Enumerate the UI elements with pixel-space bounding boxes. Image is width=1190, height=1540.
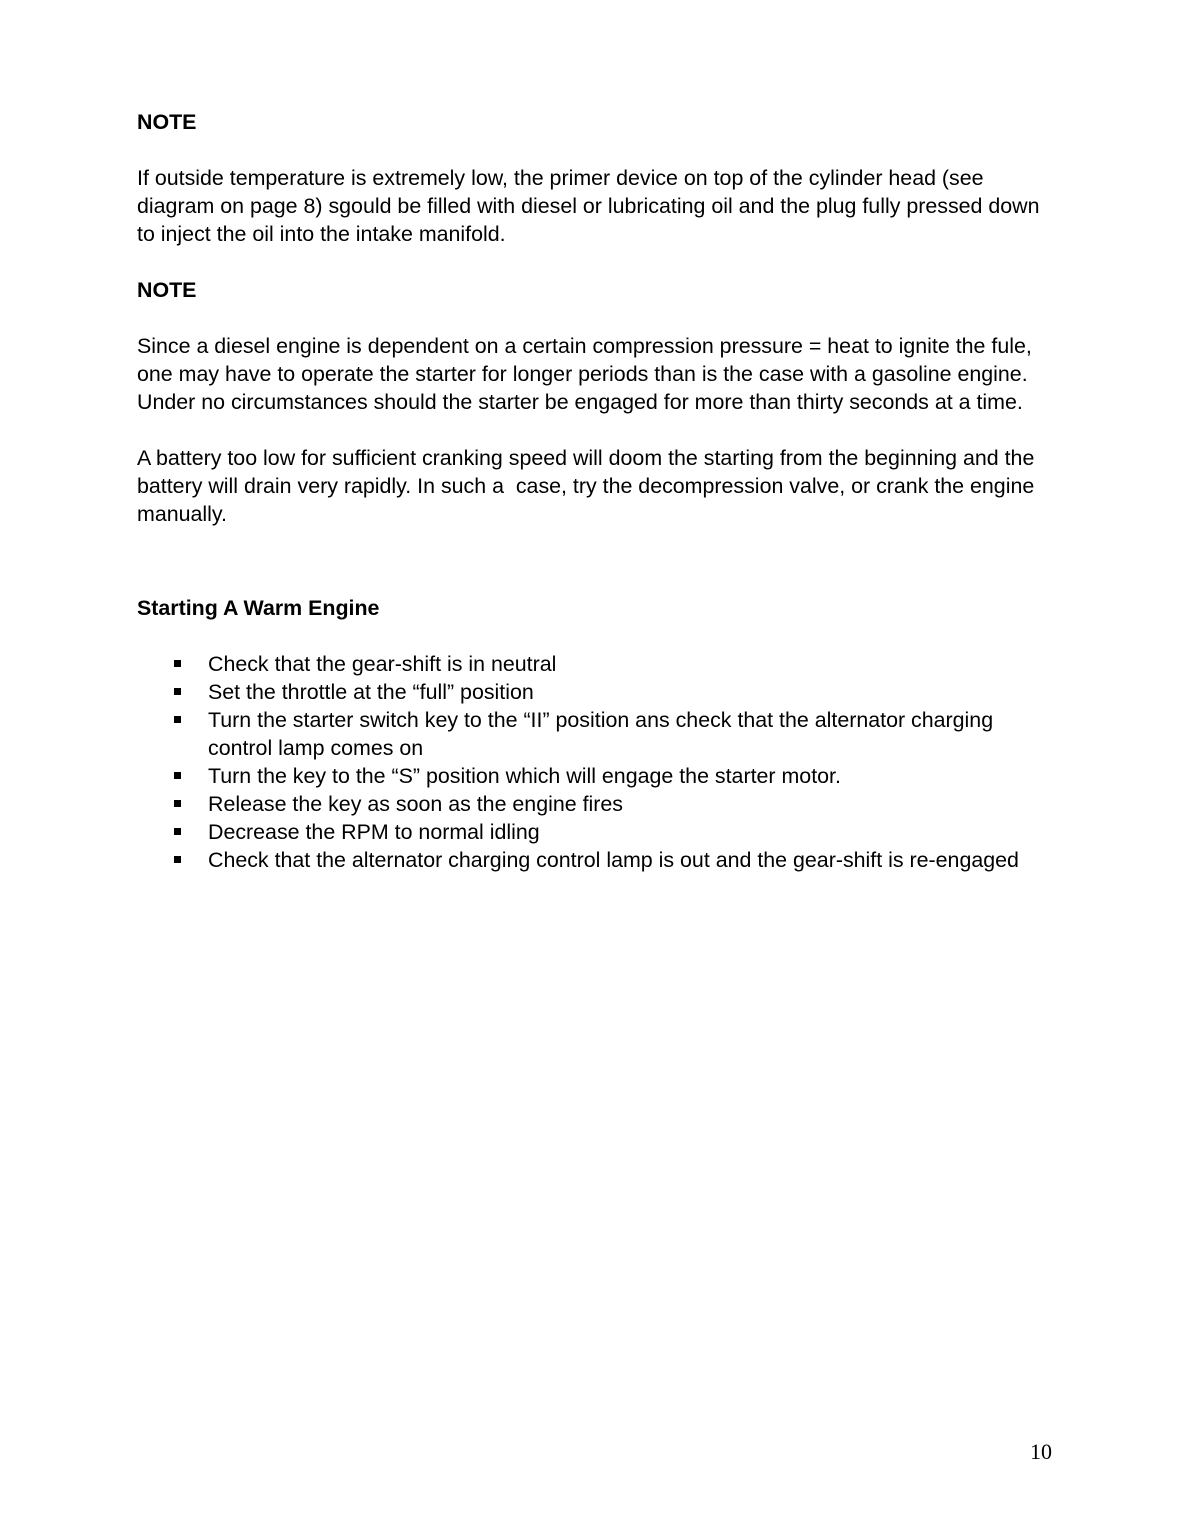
square-bullet-icon <box>174 818 208 846</box>
battery-paragraph: A battery too low for sufficient cranking speed will doom the starting from the beginning and the battery will drain very rapidly. In such a case, try the decompression valve, or crank the engine manually. <box>137 446 1041 526</box>
bullet-item-text: Set the throttle at the “full” position <box>208 680 534 704</box>
bullet-item <box>137 678 1045 706</box>
square-bullet-icon <box>174 650 208 678</box>
square-bullet-icon <box>174 678 208 706</box>
page-number: 10 <box>1030 1439 1052 1464</box>
square-bullet-icon <box>174 706 208 762</box>
bullet-item-text: Check that the gear-shift is in neutral <box>208 652 557 676</box>
bullet-item <box>137 762 1045 790</box>
bullet-item-text: Release the key as soon as the engine fires <box>208 792 623 816</box>
bullet-item-text: Turn the starter switch key to the “II” position ans check that the alternator charging control lamp comes on <box>208 708 1000 760</box>
note-paragraph-2: Since a diesel engine is dependent on a certain compression pressure = heat to ignite the fule, one may have to operate the starter for longer periods than is the case with a gasoline engine. Under no circumstances should the starter be engaged for more than thirty seconds at a time. <box>137 334 1038 414</box>
note-heading-1: NOTE <box>137 110 197 134</box>
note-heading-2: NOTE <box>137 278 197 302</box>
bullet-item <box>137 706 1045 762</box>
note-paragraph-1: If outside temperature is extremely low, the primer device on top of the cylinder head (see diagram on page 8) sgould be filled with diesel or lubricating oil and the plug fully pressed down to inject the oil into the intake manifold. <box>137 166 1046 246</box>
square-bullet-icon <box>174 846 208 874</box>
bullet-item <box>137 650 1045 678</box>
bullet-item-text: Turn the key to the “S” position which will engage the starter motor. <box>208 764 841 788</box>
bullet-item-text: Check that the alternator charging control lamp is out and the gear-shift is re-engaged <box>208 848 1019 872</box>
warm-engine-bullet-list <box>137 650 1045 874</box>
bullet-item <box>137 790 1045 818</box>
square-bullet-icon <box>174 790 208 818</box>
warm-engine-heading: Starting A Warm Engine <box>137 596 380 620</box>
bullet-item-text: Decrease the RPM to normal idling <box>208 820 540 844</box>
bullet-item <box>137 818 1045 846</box>
bullet-item <box>137 846 1045 874</box>
square-bullet-icon <box>174 762 208 790</box>
